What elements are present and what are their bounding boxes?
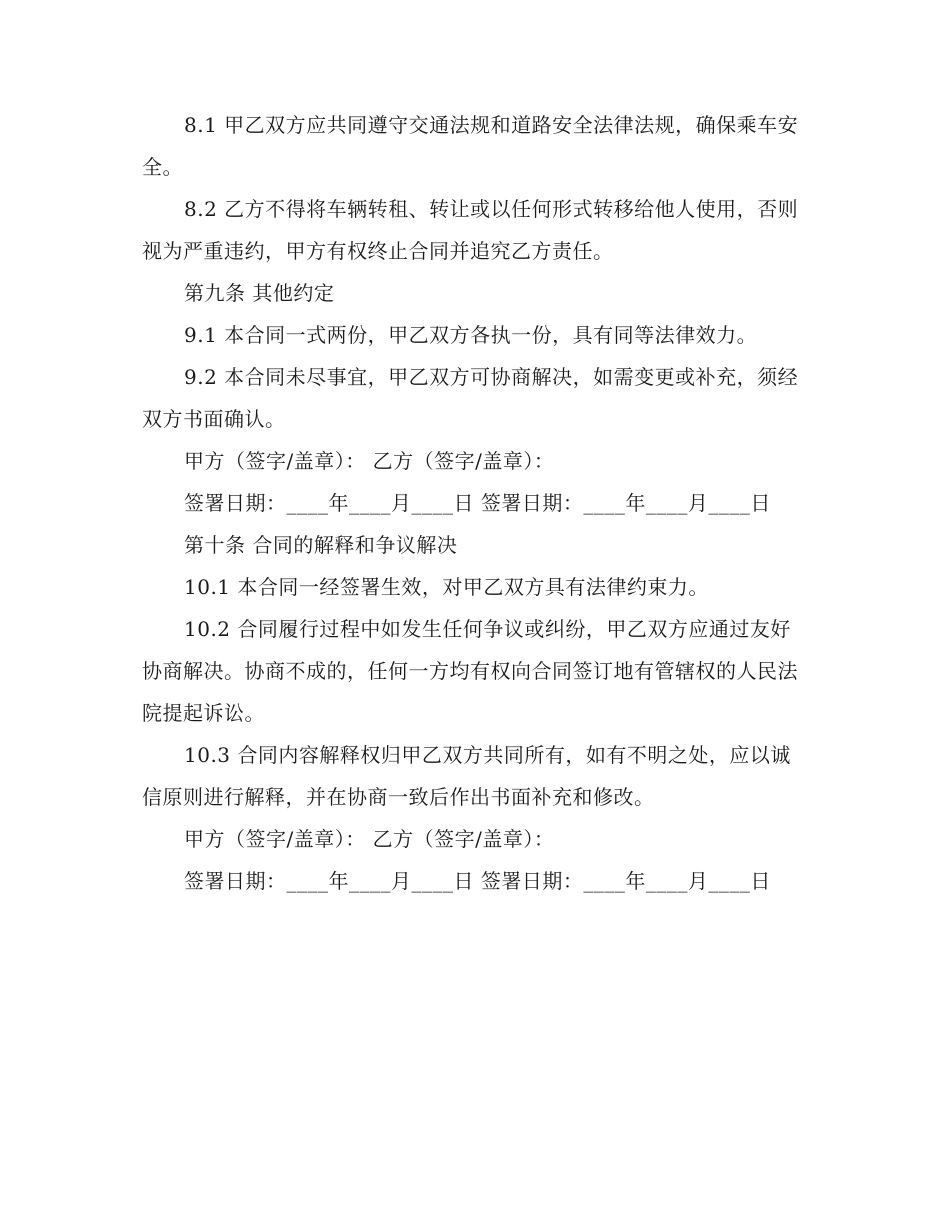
signature-line-2: 甲方（签字/盖章）： 乙方（签字/盖章）： bbox=[184, 827, 555, 851]
date-line-2: 签署日期：____年____月____日 签署日期：____年____月____日 bbox=[184, 869, 771, 893]
document-page bbox=[142, 104, 808, 902]
clause-10-1: 10.1 本合同一经签署生效，对甲乙双方具有法律约束力。 bbox=[184, 575, 709, 599]
clause-8-1: 8.1 甲乙双方应共同遵守交通法规和道路安全法律法规，确保乘车安全。 bbox=[142, 113, 799, 179]
date-line-1: 签署日期：____年____月____日 签署日期：____年____月____日 bbox=[184, 491, 771, 515]
clause-8-2: 8.2 乙方不得将车辆转租、转让或以任何形式转移给他人使用，否则视为严重违约，甲方有权终止合同并追究乙方责任。 bbox=[142, 197, 799, 263]
article-10-heading: 第十条 合同的解释和争议解决 bbox=[184, 533, 458, 557]
signature-line-1: 甲方（签字/盖章）： 乙方（签字/盖章）： bbox=[184, 449, 555, 473]
clause-9-1: 9.1 本合同一式两份，甲乙双方各执一份，具有同等法律效力。 bbox=[184, 323, 758, 347]
clause-9-2: 9.2 本合同未尽事宜，甲乙双方可协商解决，如需变更或补充，须经双方书面确认。 bbox=[142, 365, 799, 431]
article-9-heading: 第九条 其他约定 bbox=[184, 281, 335, 305]
clause-10-2: 10.2 合同履行过程中如发生任何争议或纠纷，甲乙双方应通过友好协商解决。协商不成的，任何一方均有权向合同签订地有管辖权的人民法院提起诉讼。 bbox=[142, 617, 798, 725]
clause-10-3: 10.3 合同内容解释权归甲乙双方共同所有，如有不明之处，应以诚信原则进行解释，并在协商一致后作出书面补充和修改。 bbox=[142, 743, 791, 809]
